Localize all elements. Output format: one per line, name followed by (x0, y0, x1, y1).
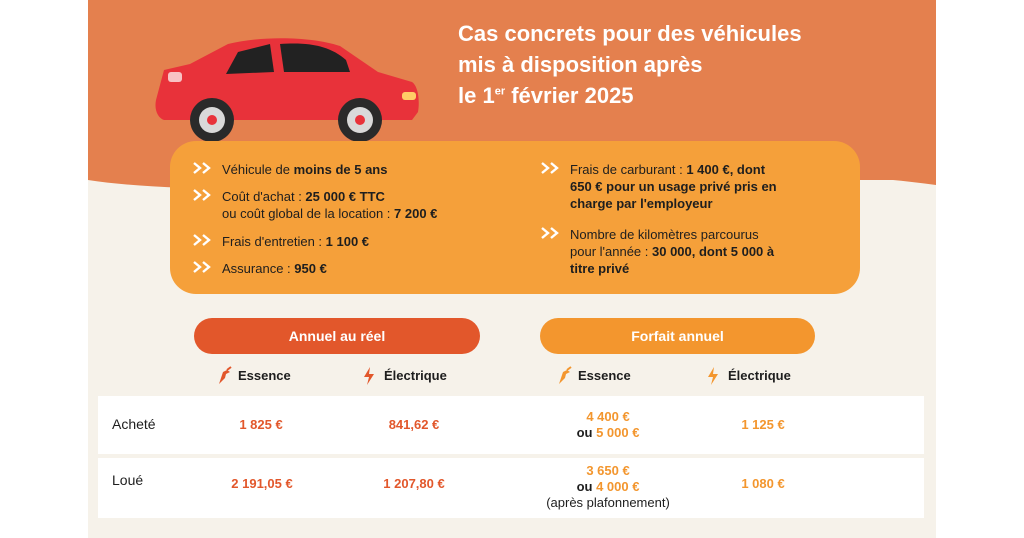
row-label-achete: Acheté (112, 416, 156, 432)
info-rent-pre: ou coût global de la location : (222, 206, 395, 221)
title-line-2: mis à disposition après (458, 52, 703, 77)
title-line-3-pre: le 1 (458, 83, 495, 108)
loue-forfait-essence-b: 4 000 € (596, 479, 640, 494)
table-row (98, 458, 924, 518)
chevron-double-icon (192, 233, 216, 247)
car-illustration (150, 30, 420, 145)
loue-forfait-essence-note: (après plafonnement) (546, 495, 670, 510)
info-km-pre: pour l'année : (570, 244, 652, 259)
info-insurance-value: 950 € (294, 261, 327, 276)
info-insurance-pre: Assurance : (222, 261, 295, 276)
achete-forfait-electrique: 1 125 € (741, 417, 785, 432)
loue-forfait-essence-a: 3 650 € (586, 463, 630, 478)
title-line-1: Cas concrets pour des véhicules (458, 21, 802, 46)
row-label-loue: Loué (112, 472, 144, 488)
col-forfait-electrique (728, 368, 791, 384)
info-fuel-line2: 650 € pour un usage privé pris en (570, 179, 777, 194)
info-maintenance (222, 233, 369, 250)
info-cost-pre: Coût d'achat : (222, 189, 306, 204)
col-forfait-essence (578, 368, 631, 384)
achete-real-essence: 1 825 € (239, 417, 283, 432)
title-line-3 (458, 80, 918, 111)
title-line-3-sup: er (494, 85, 506, 98)
vehicle-info-box (170, 141, 860, 294)
col-real-electrique-label: Électrique (384, 368, 447, 383)
info-age-pre: Véhicule de (222, 162, 294, 177)
info-fuel-value: 1 400 €, dont (686, 162, 766, 177)
info-fuel-pre: Frais de carburant : (570, 162, 687, 177)
loue-forfait-essence (523, 463, 693, 511)
col-forfait-electrique-label: Électrique (728, 368, 791, 383)
info-maintenance-pre: Frais d'entretien : (222, 234, 326, 249)
info-km (570, 226, 774, 277)
section-real: Annuel au réel (194, 318, 480, 354)
col-real-essence-label: Essence (238, 368, 291, 383)
info-km-line1: Nombre de kilomètres parcourus (570, 227, 759, 242)
achete-forfait-essence-a: 4 400 € (586, 409, 630, 424)
info-insurance (222, 260, 327, 277)
info-maintenance-value: 1 100 € (325, 234, 370, 249)
info-cost-value: 25 000 € TTC (305, 189, 385, 204)
lightning-icon (706, 366, 720, 386)
loue-forfait-essence-ou: ou (576, 479, 597, 494)
col-real-essence (238, 368, 291, 384)
achete-forfait-essence-b: 5 000 € (596, 425, 640, 440)
section-forfait: Forfait annuel (540, 318, 815, 354)
info-rent-value: 7 200 € (394, 206, 438, 221)
achete-forfait-essence-ou: ou (576, 425, 597, 440)
infographic-panel (88, 0, 936, 538)
info-km-value: 30 000, dont 5 000 à (652, 244, 775, 259)
info-age-value: moins de 5 ans (293, 162, 388, 177)
info-km-line3: titre privé (570, 261, 630, 276)
achete-forfait-essence (548, 409, 668, 441)
info-fuel-line3: charge par l'employeur (570, 196, 713, 211)
col-real-electrique (384, 368, 447, 384)
achete-real-electrique: 841,62 € (388, 417, 440, 432)
chevron-double-icon (192, 260, 216, 274)
chevron-double-icon (192, 188, 216, 202)
fuel-pump-icon (216, 366, 234, 386)
title-line-3-post: février 2025 (505, 83, 634, 108)
chevron-double-icon (540, 161, 564, 175)
lightning-icon (362, 366, 376, 386)
info-cost (222, 188, 437, 222)
loue-real-essence: 2 191,05 € (231, 476, 293, 491)
chevron-double-icon (192, 161, 216, 175)
page-title (458, 18, 918, 111)
chevron-double-icon (540, 226, 564, 240)
fuel-pump-icon (556, 366, 574, 386)
table-row (98, 396, 924, 454)
loue-real-electrique: 1 207,80 € (383, 476, 445, 491)
info-fuel (570, 161, 777, 212)
col-forfait-essence-label: Essence (578, 368, 631, 383)
info-age (222, 161, 387, 178)
loue-forfait-electrique: 1 080 € (741, 476, 785, 491)
